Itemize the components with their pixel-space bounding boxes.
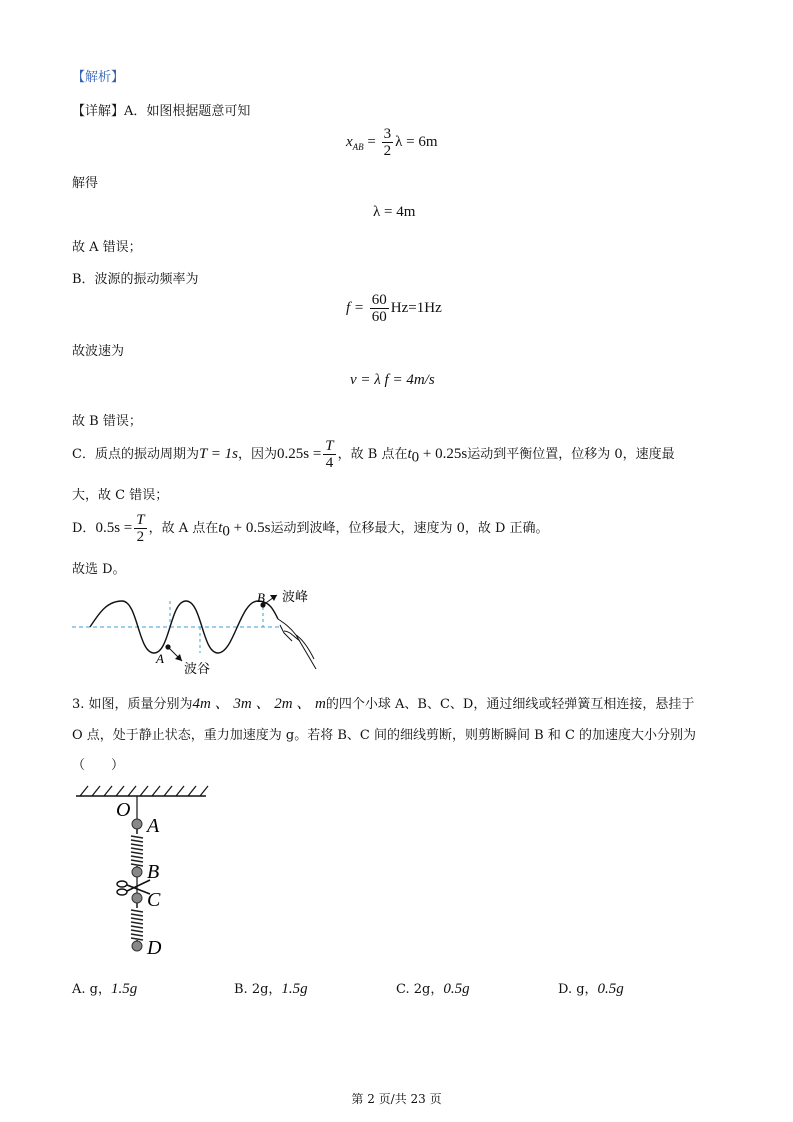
b-line: B．波源的振动频率为 xyxy=(72,272,199,287)
ball-c xyxy=(132,893,142,903)
label-a: A xyxy=(156,651,164,666)
label-spring-b: B xyxy=(147,861,160,883)
c-fraction xyxy=(323,438,335,471)
option-b-label: B. 2g， xyxy=(234,982,282,997)
d-num: T xyxy=(136,512,145,528)
c-p2: ，因为 xyxy=(237,447,277,462)
ball-d xyxy=(132,941,142,951)
eq1-fraction xyxy=(382,126,394,159)
solve-label: 解得 xyxy=(72,176,99,191)
option-c-label: C. 2g， xyxy=(396,982,444,997)
detail-line: 【详解】A．如图根据题意可知 xyxy=(72,104,251,119)
eq1-lhs: x xyxy=(346,133,353,150)
hand-icon xyxy=(278,619,316,669)
d-m2a: t xyxy=(218,520,223,536)
c-p3: ，故 B 点在 xyxy=(337,447,408,462)
option-b[interactable] xyxy=(234,978,308,998)
label-spring-d: D xyxy=(147,937,162,959)
c-m2: 0.25s = xyxy=(277,446,322,462)
d-line xyxy=(72,510,549,550)
eq3-fraction xyxy=(370,292,389,325)
d-p1: D． xyxy=(72,521,96,536)
a-wrong: 故 A 错误； xyxy=(72,240,142,255)
d-m2sub: 0 xyxy=(222,523,230,540)
equation-xab xyxy=(346,126,438,159)
c-m3b: + 0.25s xyxy=(419,446,468,462)
eq1-den: 2 xyxy=(383,143,392,159)
q3-line3: （ ） xyxy=(72,758,125,773)
arrow-b-head xyxy=(270,595,277,601)
page-footer: 第 2 页/共 23 页 xyxy=(351,1092,442,1106)
c-m1: T = 1s xyxy=(198,446,238,462)
option-b-value: 1.5g xyxy=(281,981,308,997)
equation-speed: v = λ f = 4m/s xyxy=(350,372,435,388)
spring-cd xyxy=(131,903,143,942)
ceiling-hatch xyxy=(80,786,208,796)
spring-ab xyxy=(131,829,143,868)
label-spring-c: C xyxy=(147,889,161,911)
c-line xyxy=(72,436,675,476)
analysis-heading: 【解析】 xyxy=(72,70,125,85)
label-o: O xyxy=(116,799,131,821)
option-c-value: 0.5g xyxy=(443,981,470,997)
eq1-num: 3 xyxy=(383,126,392,142)
q3-masses: 4m 、 3m 、 2m 、 m xyxy=(192,696,326,712)
label-crest: 波峰 xyxy=(282,590,309,605)
wave-figure xyxy=(70,585,330,680)
d-p2: ，故 A 点在 xyxy=(148,521,219,536)
eq1-lhs-sub: AB xyxy=(352,141,364,152)
q3-line1 xyxy=(72,692,694,713)
option-a-value: 1.5g xyxy=(110,981,138,997)
eq1-rhs: λ = 6m xyxy=(395,133,438,150)
c-m3sub: 0 xyxy=(411,449,420,466)
c-num: T xyxy=(325,438,334,454)
c-wrong: 大，故 C 错误； xyxy=(72,488,169,503)
b-wrong: 故 B 错误； xyxy=(72,414,142,429)
c-p1: C．质点的振动周期为 xyxy=(72,447,199,462)
option-d-label: D. g， xyxy=(558,982,598,997)
speed-label: 故波速为 xyxy=(72,344,125,359)
label-trough: 波谷 xyxy=(184,662,211,677)
d-m2b: + 0.5s xyxy=(229,520,271,536)
d-m1: 0.5s = xyxy=(95,520,133,536)
option-d-value: 0.5g xyxy=(597,981,624,997)
label-b: B xyxy=(257,590,265,605)
spring-figure xyxy=(70,782,215,967)
c-p4: 运动到平衡位置，位移为 0，速度最 xyxy=(467,447,675,462)
option-a[interactable] xyxy=(72,978,137,998)
d-den: 2 xyxy=(136,529,145,545)
d-p3: 运动到波峰，位移最大，速度为 0，故 D 正确。 xyxy=(270,521,549,536)
c-den: 4 xyxy=(325,455,334,471)
eq3-num: 60 xyxy=(371,292,387,308)
option-d[interactable] xyxy=(558,978,624,998)
choice: 故选 D。 xyxy=(72,562,126,577)
eq3-lhs: f = xyxy=(346,299,368,316)
scissors-icon xyxy=(117,880,150,895)
d-fraction xyxy=(134,512,146,545)
ball-a xyxy=(132,819,142,829)
q3-line2: O 点，处于静止状态，重力加速度为 g。若将 B、C 间的细线剪断，则剪断瞬间 B 和 C 的加速度大小分别为 xyxy=(72,728,697,743)
option-a-label: A. g， xyxy=(72,982,111,997)
eq3-rhs: Hz=1Hz xyxy=(390,299,442,316)
equation-frequency xyxy=(346,292,442,325)
q3-line1a: 3. 如图，质量分别为 xyxy=(72,697,193,712)
c-m3a: t xyxy=(407,446,412,462)
option-c[interactable] xyxy=(396,978,470,998)
q3-line1b: 的四个小球 A、B、C、D，通过细线或轻弹簧互相连接，悬挂于 xyxy=(325,697,695,712)
equation-lambda: λ = 4m xyxy=(373,204,416,220)
eq1-eq: = xyxy=(363,133,380,150)
eq3-den: 60 xyxy=(371,309,387,325)
ball-b xyxy=(132,867,142,877)
label-spring-a: A xyxy=(147,815,160,837)
